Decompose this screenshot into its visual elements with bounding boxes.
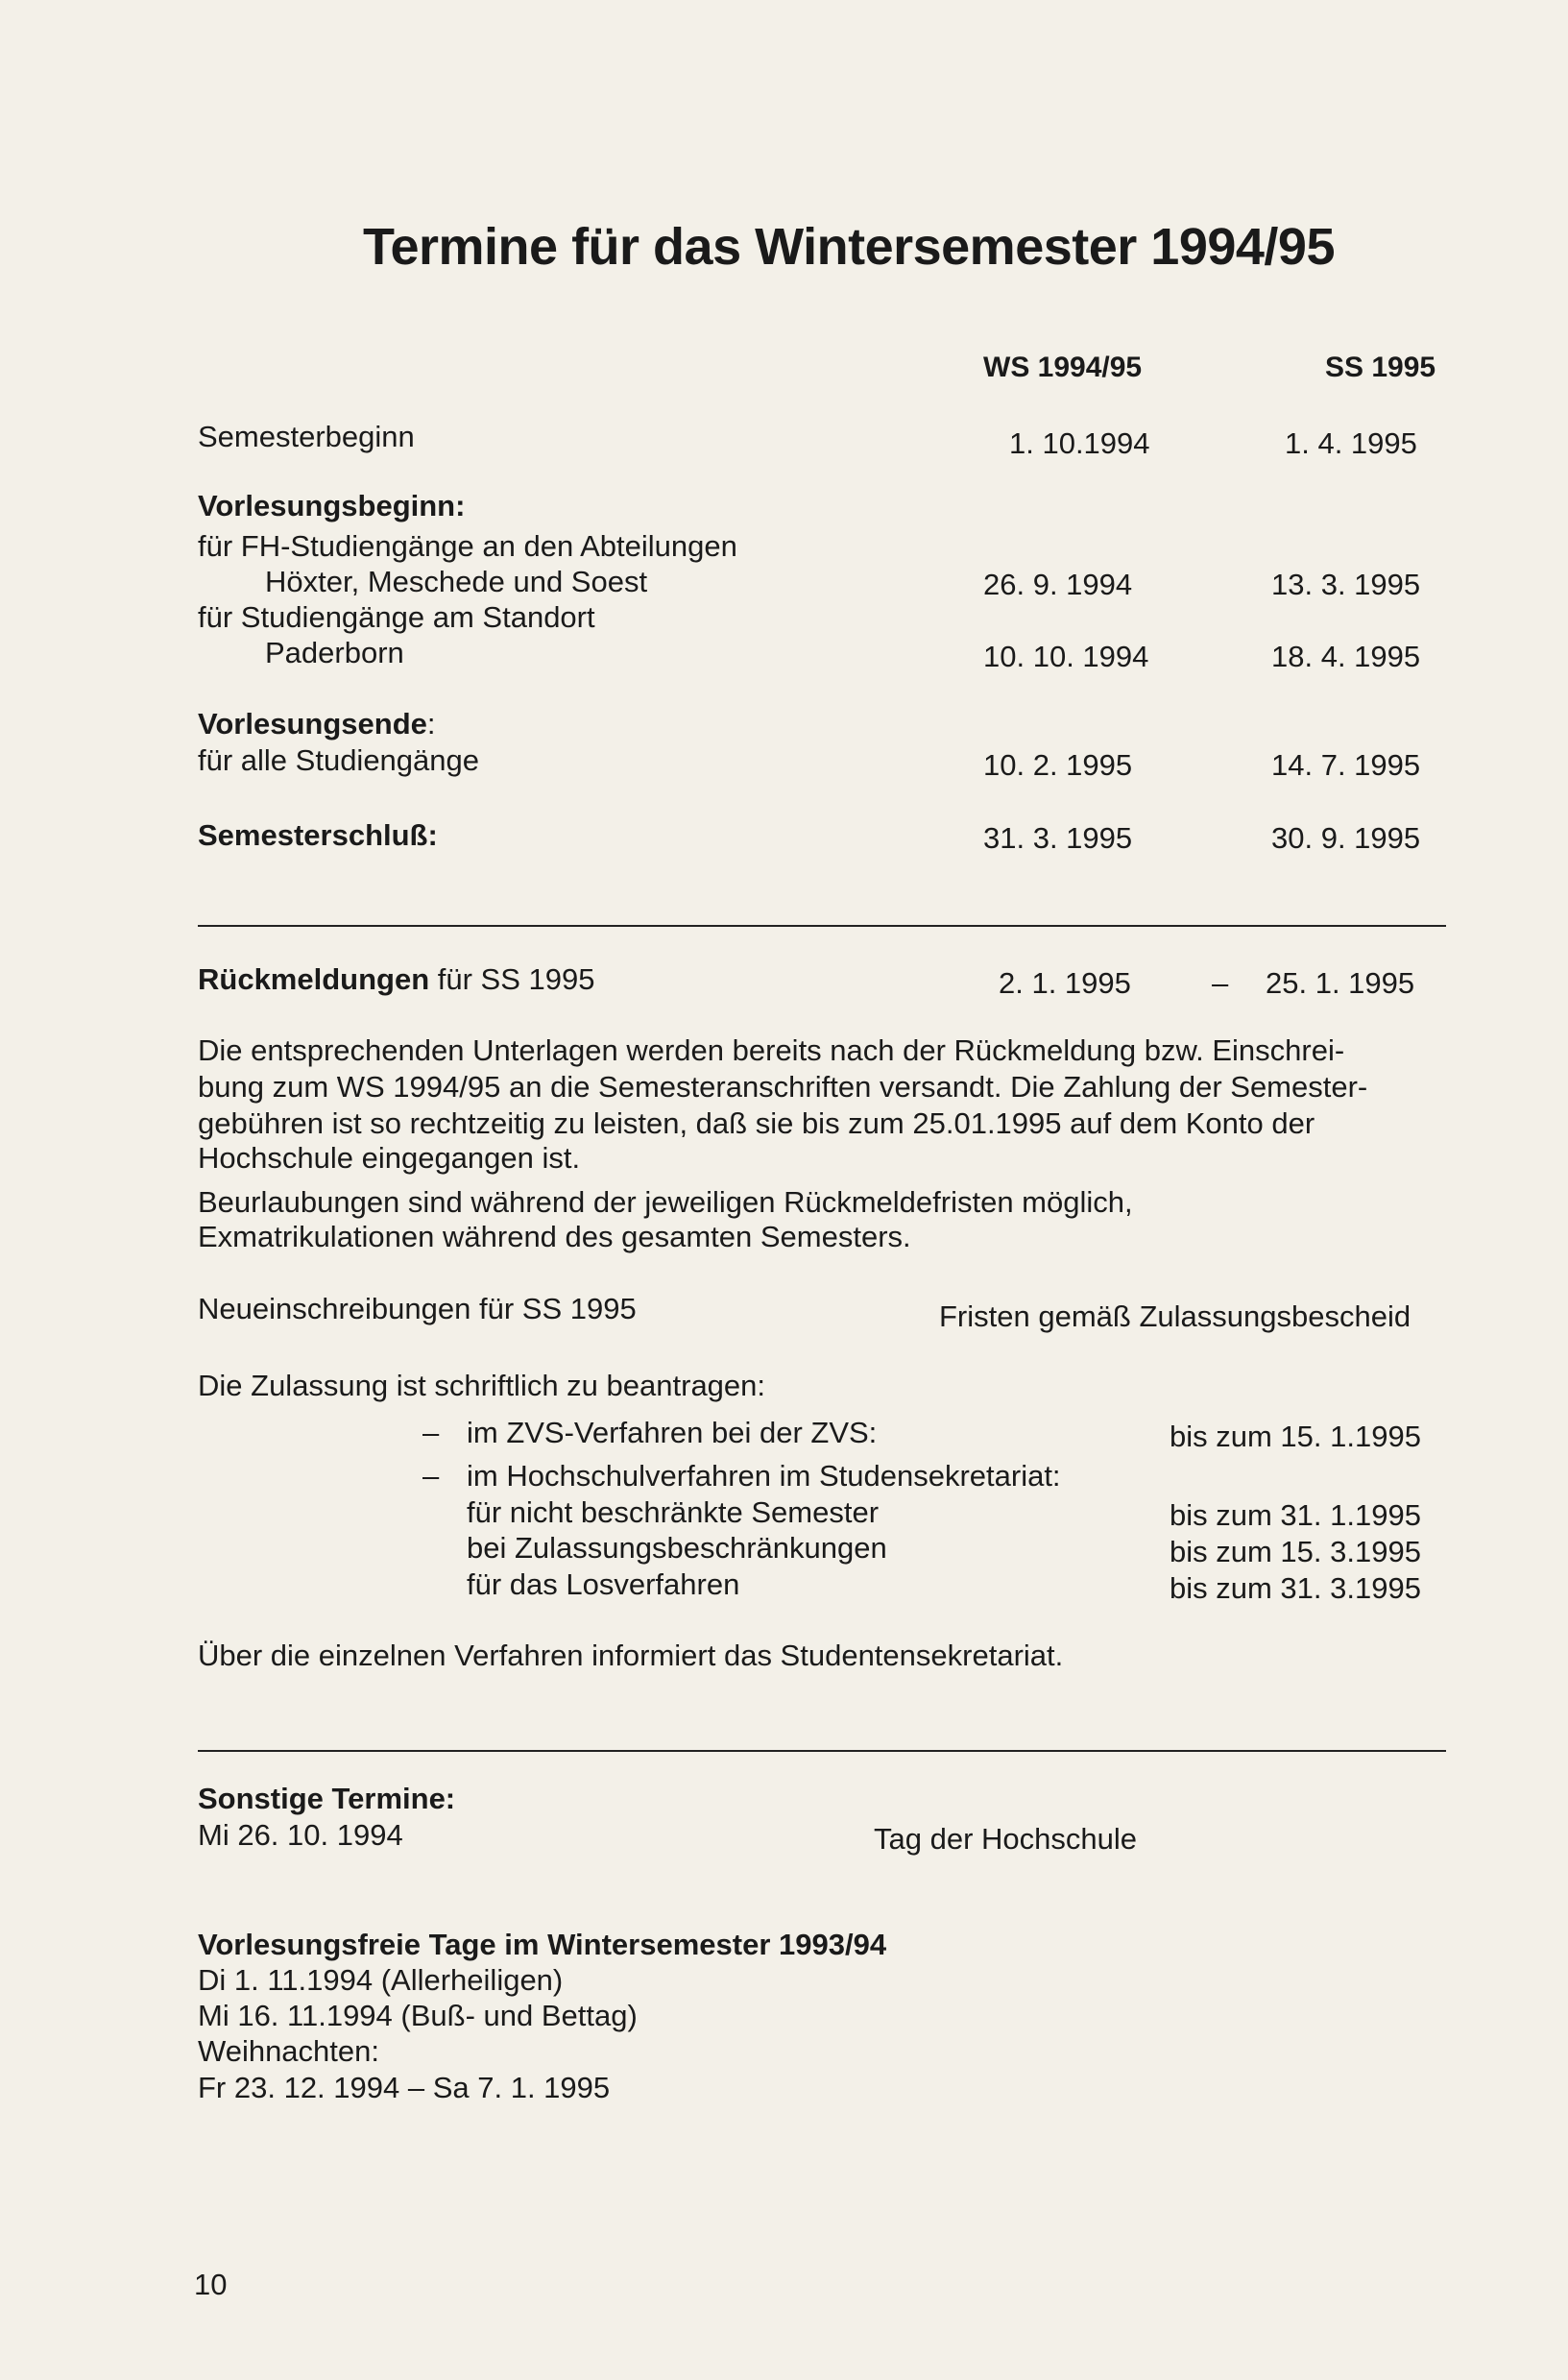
vorlesungsbeginn-line3: für Studiengänge am Standort (198, 600, 595, 634)
rueckmeldungen-text-line: Hochschule eingegangen ist. (198, 1141, 581, 1175)
vorlesungsende-ws: 10. 2. 1995 (983, 748, 1133, 782)
vorlesungsende-heading (198, 706, 436, 741)
hs-line1-date: bis zum 31. 1.1995 (1170, 1498, 1421, 1532)
rueckmeldungen-label (198, 961, 595, 997)
beurlaubung-text-line: Exmatrikulationen während des gesamten Semesters. (198, 1220, 911, 1253)
semesterbeginn-label: Semesterbeginn (198, 420, 415, 453)
vorlesungsbeginn-heading: Vorlesungsbeginn: (198, 489, 466, 522)
sonstige-event: Tag der Hochschule (874, 1822, 1137, 1856)
rueckmeldungen-text-line: Die entsprechenden Unterlagen werden bereits nach der Rückmeldung bzw. Einschrei- (198, 1033, 1345, 1067)
vorlesungsbeginn-line1: für FH-Studiengänge an den Abteilungen (198, 529, 737, 563)
vorlesungsende-heading-text: Vorlesungsende (198, 707, 427, 741)
vorlesungsfrei-line: Weihnachten: (198, 2034, 379, 2068)
rueckmeldungen-text-line: gebühren ist so rechtzeitig zu leisten, daß sie bis zum 25.01.1995 auf dem Konto der (198, 1106, 1315, 1140)
zulassung-intro: Die Zulassung ist schriftlich zu beantragen: (198, 1369, 766, 1402)
vorlesungsbeginn-line2-ws: 26. 9. 1994 (983, 568, 1133, 601)
vorlesungsfrei-line: Di 1. 11.1994 (Allerheiligen) (198, 1963, 564, 1997)
column-header-ws: WS 1994/95 (983, 352, 1143, 383)
rueckmeldungen-to: 25. 1. 1995 (1266, 966, 1415, 1000)
semesterschluss-label: Semesterschluß: (198, 818, 438, 852)
sonstige-heading: Sonstige Termine: (198, 1782, 456, 1815)
vorlesungsfrei-heading-a: Vorlesungsfreie Tage im Wintersemester (198, 1928, 779, 1961)
vorlesungsfrei-heading-b: 1993/94 (779, 1928, 887, 1961)
rueckmeldungen-label-bold: Rückmeldungen (198, 962, 430, 996)
semesterbeginn-ws: 1. 10.1994 (1009, 426, 1150, 460)
verfahren-info: Über die einzelnen Verfahren informiert das Studentensekretariat. (198, 1639, 1064, 1672)
vorlesungsbeginn-line2-ss: 13. 3. 1995 (1271, 568, 1421, 601)
zvs-label: im ZVS-Verfahren bei der ZVS: (467, 1416, 878, 1449)
vorlesungsfrei-line: Fr 23. 12. 1994 – Sa 7. 1. 1995 (198, 2071, 611, 2104)
hs-label: im Hochschulverfahren im Studensekretariat: (467, 1459, 1061, 1493)
zvs-date: bis zum 15. 1.1995 (1170, 1420, 1421, 1453)
rueckmeldungen-label-rest: für SS 1995 (429, 962, 595, 996)
vorlesungsbeginn-line2: Höxter, Meschede und Soest (265, 565, 648, 598)
hs-line2: bei Zulassungsbeschränkungen (467, 1531, 887, 1565)
vorlesungsende-line1: für alle Studiengänge (198, 743, 480, 777)
rueckmeldungen-from: 2. 1. 1995 (999, 966, 1131, 1000)
rueckmeldungen-dash: – (1212, 966, 1229, 1000)
page-title: Termine für das Wintersemester 1994/95 (363, 218, 1335, 276)
beurlaubung-text-line: Beurlaubungen sind während der jeweiligen Rückmeldefristen möglich, (198, 1185, 1133, 1219)
hs-line3-date: bis zum 31. 3.1995 (1170, 1571, 1421, 1605)
hs-line1: für nicht beschränkte Semester (467, 1495, 880, 1529)
semesterschluss-ws: 31. 3. 1995 (983, 821, 1133, 855)
hs-dash: – (422, 1459, 440, 1493)
hs-line2-date: bis zum 15. 3.1995 (1170, 1535, 1421, 1568)
semesterschluss-ss: 30. 9. 1995 (1271, 821, 1421, 855)
rueckmeldungen-text-line: bung zum WS 1994/95 an die Semesteranschriften versandt. Die Zahlung der Semester- (198, 1070, 1368, 1104)
page-number: 10 (194, 2268, 228, 2301)
vorlesungsfrei-heading (198, 1927, 886, 1962)
divider (198, 1750, 1446, 1752)
semesterbeginn-ss: 1. 4. 1995 (1285, 426, 1417, 460)
vorlesungsende-colon: : (426, 707, 436, 741)
column-header-ss: SS 1995 (1325, 352, 1436, 383)
neueinschreibungen-fristen: Fristen gemäß Zulassungsbescheid (939, 1299, 1411, 1333)
vorlesungsbeginn-line4-ss: 18. 4. 1995 (1271, 640, 1421, 673)
divider (198, 925, 1446, 927)
hs-line3: für das Losverfahren (467, 1567, 740, 1601)
zvs-dash: – (422, 1416, 440, 1449)
vorlesungsfrei-line: Mi 16. 11.1994 (Buß- und Bettag) (198, 1999, 638, 2032)
neueinschreibungen-label: Neueinschreibungen für SS 1995 (198, 1292, 637, 1325)
sonstige-date: Mi 26. 10. 1994 (198, 1818, 403, 1852)
vorlesungsende-ss: 14. 7. 1995 (1271, 748, 1421, 782)
vorlesungsbeginn-line4: Paderborn (265, 636, 404, 669)
vorlesungsbeginn-line4-ws: 10. 10. 1994 (983, 640, 1149, 673)
